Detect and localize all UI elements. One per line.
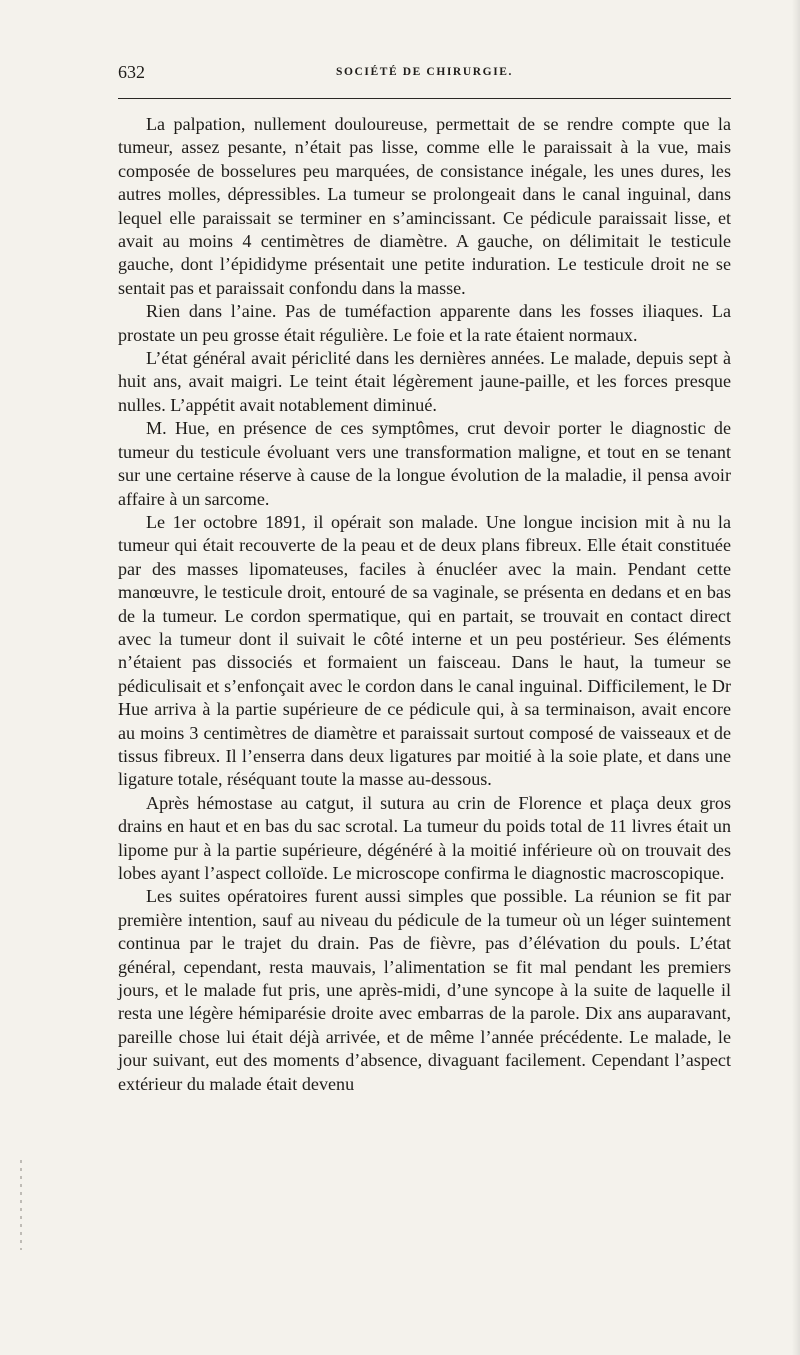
page-edge — [792, 0, 800, 1355]
paragraph-aine: Rien dans l’aine. Pas de tuméfaction apparente dans les fosses iliaques. La prostate un peu grosse était régulière. Le foie et la rate étaient normaux. — [118, 301, 731, 345]
margin-mark — [20, 1160, 22, 1250]
page-number: 632 — [118, 62, 145, 82]
header-rule — [118, 98, 731, 99]
paragraph-etat-general: L’état général avait périclité dans les dernières années. Le malade, depuis sept à huit ans, avait maigri. Le teint était légèrement jaune-paille, et les forces presque nulles. L’appétit avait notablement diminué. — [118, 348, 731, 415]
running-title: SOCIÉTÉ DE CHIRURGIE. — [335, 66, 514, 78]
page-header — [118, 62, 731, 88]
paragraph-hemostase: Après hémostase au catgut, il sutura au crin de Florence et plaça deux gros drains en haut et en bas du sac scrotal. La tumeur du poids total de 11 livres était un lipome pur à la partie supérieure, dégénéré à la moitié inférieure où on trouvait des lobes ayant l’aspect colloïde. Le microscope confirma le diagnostic macroscopique. — [118, 792, 731, 883]
body-text — [118, 113, 731, 1096]
paragraph-operation: Le 1er octobre 1891, il opérait son malade. Une longue incision mit à nu la tumeur qui était recouverte de la peau et de deux plans fibreux. Elle était constituée par des masses lipomateuses, faciles à énucléer avec la main. Pendant cette manœuvre, le testicule droit, entouré de sa vaginale, se présenta en dedans et en bas de la tumeur. Le cordon spermatique, qui en partait, se trouvait en contact direct avec la tumeur dont il suivait le côté interne et un peu postérieur. Ses éléments n’étaient pas dissociés et formaient un faisceau. Dans le haut, la tumeur se pédiculisait et s’enfonçait avec le cordon dans le canal inguinal. Difficilement, le Dr Hue arriva à la partie supérieure de ce pédicule qui, à sa terminaison, avait encore au moins 3 centimètres de diamètre et paraissait surtout composé de vaisseaux et de tissus fibreux. Il l’enserra dans deux ligatures par moitié à la soie plate, et dans une ligature totale, réséquant toute la masse au-dessous. — [118, 511, 731, 790]
paragraph-palpation: La palpation, nullement douloureuse, permettait de se rendre compte que la tumeur, assez pesante, n’était pas lisse, comme elle le paraissait à la vue, mais composée de bosselures peu marquées, de consistance inégale, les unes dures, les autres molles, dépressibles. La tumeur se prolongeait dans le canal inguinal, dans lequel elle paraissait se terminer en s’amincissant. Ce pédicule paraissait lisse, et avait au moins 4 centimètres de diamètre. A gauche, on délimitait le testicule gauche, dont l’épididyme présentait une petite induration. Le testicule droit ne se sentait pas et paraissait confondu dans la masse. — [118, 114, 731, 298]
paragraph-diagnostic: M. Hue, en présence de ces symptômes, crut devoir porter le diagnostic de tumeur du testicule évoluant vers une transformation maligne, et tout en se tenant sur une certaine réserve à cause de la longue évolution de la maladie, il pensa avoir affaire à un sarcome. — [118, 418, 731, 509]
paragraph-suites: Les suites opératoires furent aussi simples que possible. La réunion se fit par première intention, sauf au niveau du pédicule de la tumeur où un léger suintement continua par le trajet du drain. Pas de fièvre, pas d’élévation du pouls. L’état général, cependant, resta mauvais, l’alimentation se fit mal pendant les premiers jours, et le malade fut pris, une après-midi, d’une syncope à la suite de laquelle il resta une légère hémiparésie droite avec embarras de la parole. Dix ans auparavant, pareille chose lui était déjà arrivée, et de même l’année précédente. Le malade, le jour suivant, eut des moments d’absence, divaguant facilement. Cependant l’aspect extérieur du malade était devenu — [118, 886, 731, 1094]
